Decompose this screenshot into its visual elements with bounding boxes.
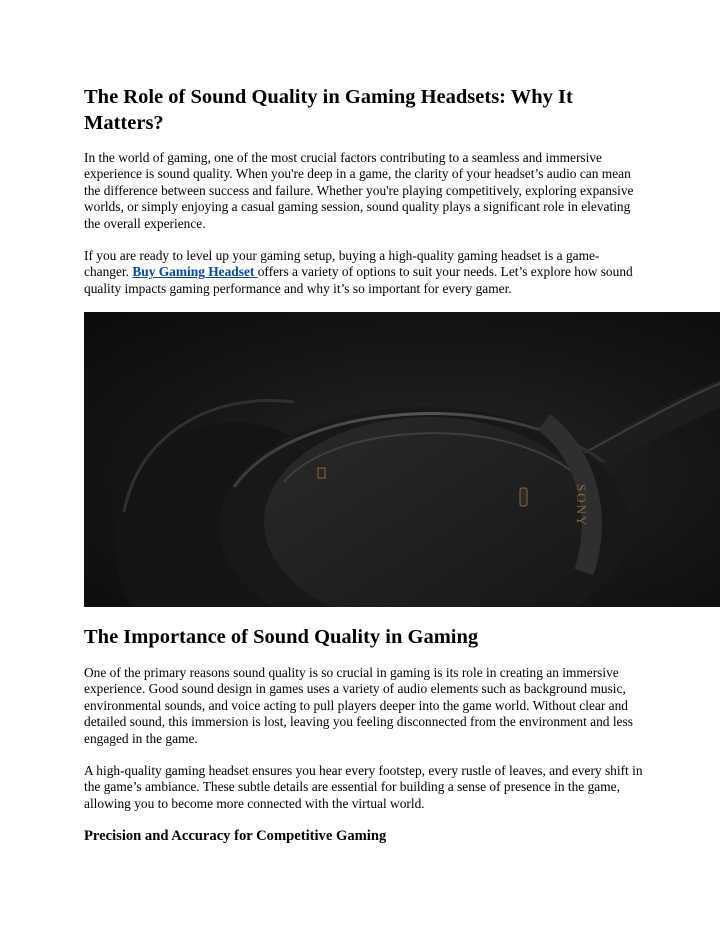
headset-photo (84, 312, 720, 607)
section-paragraph-2: A high-quality gaming headset ensures you hear every footstep, every rustle of leaves, and every shift in the game’s ambiance. These subtle details are essential for building a sense of presence in the game, allowing you to become more connected with the virtual world. (84, 763, 643, 811)
section-heading: The Importance of Sound Quality in Gaming (84, 626, 479, 648)
buy-gaming-headset-link[interactable]: Buy Gaming Headset (132, 264, 258, 280)
page-title: The Role of Sound Quality in Gaming Headsets: Why It Matters? (84, 86, 573, 134)
brand-label: SONY (574, 484, 589, 528)
section-paragraph-1: One of the primary reasons sound quality is so crucial in gaming is its role in creating an immersive experience. Good sound design in games uses a variety of audio elements such as background music, environmental sounds, and voice acting to pull players deeper into the game world. Without clear and detailed sound, this immersion is lost, leaving you feeling disconnected from the environment and less engaged in the game. (84, 665, 633, 746)
subheading: Precision and Accuracy for Competitive Gaming (84, 828, 387, 844)
usb-port-icon (520, 488, 527, 506)
cta-text-after: offers a variety of options to suit your needs. Let’s explore how sound quality impacts gaming performance and why it’s so important for every gamer. (84, 264, 633, 296)
intro-paragraph: In the world of gaming, one of the most crucial factors contributing to a seamless and immersive experience is sound quality. When you're deep in a game, the clarity of your headset’s audio can mean the difference between success and failure. Whether you're playing competitively, exploring expansive worlds, or simply enjoying a casual gaming session, sound quality plays a significant role in elevating the overall experience. (84, 150, 634, 231)
headset-illustration (84, 312, 720, 607)
cta-text-before: If you are ready to level up your gaming setup, buying a high-quality gaming headset is a game-changer. (84, 248, 600, 280)
cta-paragraph (84, 248, 644, 297)
